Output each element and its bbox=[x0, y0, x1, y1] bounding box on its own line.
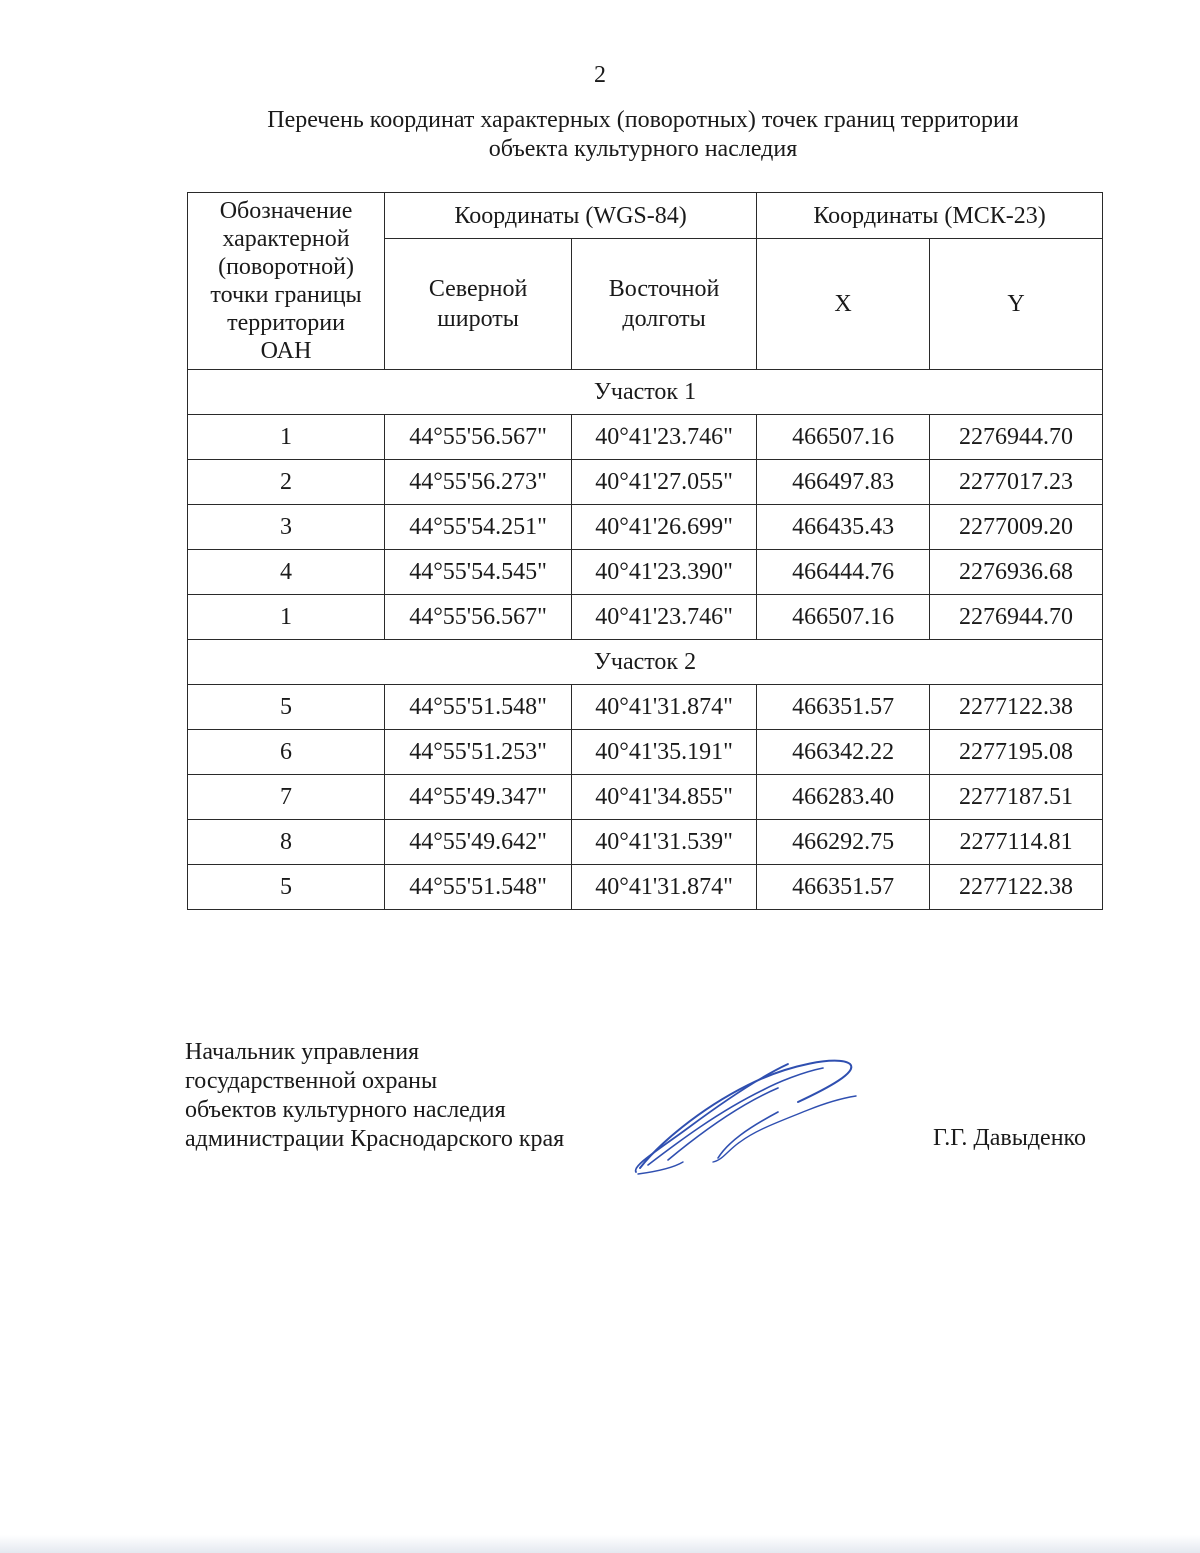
signer-name: Г.Г. Давыденко bbox=[933, 1125, 1086, 1151]
cell-point: 1 bbox=[188, 415, 385, 460]
cell-point: 3 bbox=[188, 505, 385, 550]
table-row bbox=[188, 820, 1103, 865]
table-row bbox=[188, 595, 1103, 640]
table-row bbox=[188, 415, 1103, 460]
header-wgs84: Координаты (WGS-84) bbox=[385, 193, 757, 239]
position-line: администрации Краснодарского края bbox=[185, 1126, 565, 1152]
cell-north: 44°55'56.567" bbox=[385, 415, 572, 460]
section-row bbox=[188, 640, 1103, 685]
cell-east: 40°41'23.746" bbox=[572, 415, 757, 460]
cell-y: 2277122.38 bbox=[930, 865, 1103, 910]
cell-point: 5 bbox=[188, 685, 385, 730]
cell-y: 2277122.38 bbox=[930, 685, 1103, 730]
cell-point: 4 bbox=[188, 550, 385, 595]
header-north-latitude: Северной широты bbox=[385, 239, 572, 370]
cell-east: 40°41'27.055" bbox=[572, 460, 757, 505]
header-east-longitude: Восточной долготы bbox=[572, 239, 757, 370]
cell-point: 6 bbox=[188, 730, 385, 775]
table-row bbox=[188, 775, 1103, 820]
cell-y: 2277114.81 bbox=[930, 820, 1103, 865]
header-msk23: Координаты (МСК-23) bbox=[757, 193, 1103, 239]
signatory-position bbox=[185, 1038, 564, 1154]
cell-east: 40°41'31.874" bbox=[572, 685, 757, 730]
position-line: объектов культурного наследия bbox=[185, 1097, 506, 1123]
cell-x: 466351.57 bbox=[757, 685, 930, 730]
cell-east: 40°41'31.874" bbox=[572, 865, 757, 910]
cell-point: 2 bbox=[188, 460, 385, 505]
title-line-2: объекта культурного наследия bbox=[488, 136, 798, 162]
cell-x: 466292.75 bbox=[757, 820, 930, 865]
header-y: Y bbox=[930, 239, 1103, 370]
cell-x: 466435.43 bbox=[757, 505, 930, 550]
cell-y: 2276944.70 bbox=[930, 415, 1103, 460]
table-row bbox=[188, 685, 1103, 730]
table-body bbox=[188, 370, 1103, 910]
page-number: 2 bbox=[594, 62, 606, 88]
cell-x: 466351.57 bbox=[757, 865, 930, 910]
scan-edge bbox=[0, 1535, 1200, 1553]
cell-north: 44°55'51.548" bbox=[385, 685, 572, 730]
header-x: X bbox=[757, 239, 930, 370]
cell-east: 40°41'34.855" bbox=[572, 775, 757, 820]
table-row bbox=[188, 505, 1103, 550]
position-line: государственной охраны bbox=[185, 1068, 438, 1094]
cell-x: 466497.83 bbox=[757, 460, 930, 505]
cell-point: 8 bbox=[188, 820, 385, 865]
cell-y: 2277009.20 bbox=[930, 505, 1103, 550]
position-line: Начальник управления bbox=[185, 1039, 420, 1065]
cell-y: 2276944.70 bbox=[930, 595, 1103, 640]
table-row bbox=[188, 460, 1103, 505]
section-label: Участок 2 bbox=[188, 640, 1103, 685]
handwritten-signature bbox=[628, 1050, 868, 1180]
header-point-designation: Обозначение характерной (поворотной) точки границы территории ОАН bbox=[188, 193, 385, 370]
cell-north: 44°55'49.347" bbox=[385, 775, 572, 820]
section-row bbox=[188, 370, 1103, 415]
cell-east: 40°41'31.539" bbox=[572, 820, 757, 865]
cell-east: 40°41'23.746" bbox=[572, 595, 757, 640]
cell-point: 5 bbox=[188, 865, 385, 910]
cell-north: 44°55'54.545" bbox=[385, 550, 572, 595]
section-label: Участок 1 bbox=[188, 370, 1103, 415]
coordinates-table bbox=[187, 192, 1103, 910]
cell-north: 44°55'56.273" bbox=[385, 460, 572, 505]
cell-x: 466507.16 bbox=[757, 415, 930, 460]
cell-y: 2277017.23 bbox=[930, 460, 1103, 505]
table-row bbox=[188, 730, 1103, 775]
cell-y: 2277195.08 bbox=[930, 730, 1103, 775]
cell-point: 7 bbox=[188, 775, 385, 820]
cell-x: 466507.16 bbox=[757, 595, 930, 640]
cell-east: 40°41'23.390" bbox=[572, 550, 757, 595]
title-line-1: Перечень координат характерных (поворотных) точек границ территории bbox=[267, 107, 1019, 133]
cell-point: 1 bbox=[188, 595, 385, 640]
table-row bbox=[188, 550, 1103, 595]
cell-east: 40°41'26.699" bbox=[572, 505, 757, 550]
cell-north: 44°55'51.253" bbox=[385, 730, 572, 775]
cell-y: 2276936.68 bbox=[930, 550, 1103, 595]
cell-north: 44°55'49.642" bbox=[385, 820, 572, 865]
cell-y: 2277187.51 bbox=[930, 775, 1103, 820]
cell-x: 466283.40 bbox=[757, 775, 930, 820]
document-title bbox=[140, 106, 1146, 164]
header-row-top bbox=[188, 193, 1103, 239]
cell-east: 40°41'35.191" bbox=[572, 730, 757, 775]
table-row bbox=[188, 865, 1103, 910]
cell-x: 466342.22 bbox=[757, 730, 930, 775]
cell-north: 44°55'56.567" bbox=[385, 595, 572, 640]
cell-north: 44°55'54.251" bbox=[385, 505, 572, 550]
cell-x: 466444.76 bbox=[757, 550, 930, 595]
cell-north: 44°55'51.548" bbox=[385, 865, 572, 910]
